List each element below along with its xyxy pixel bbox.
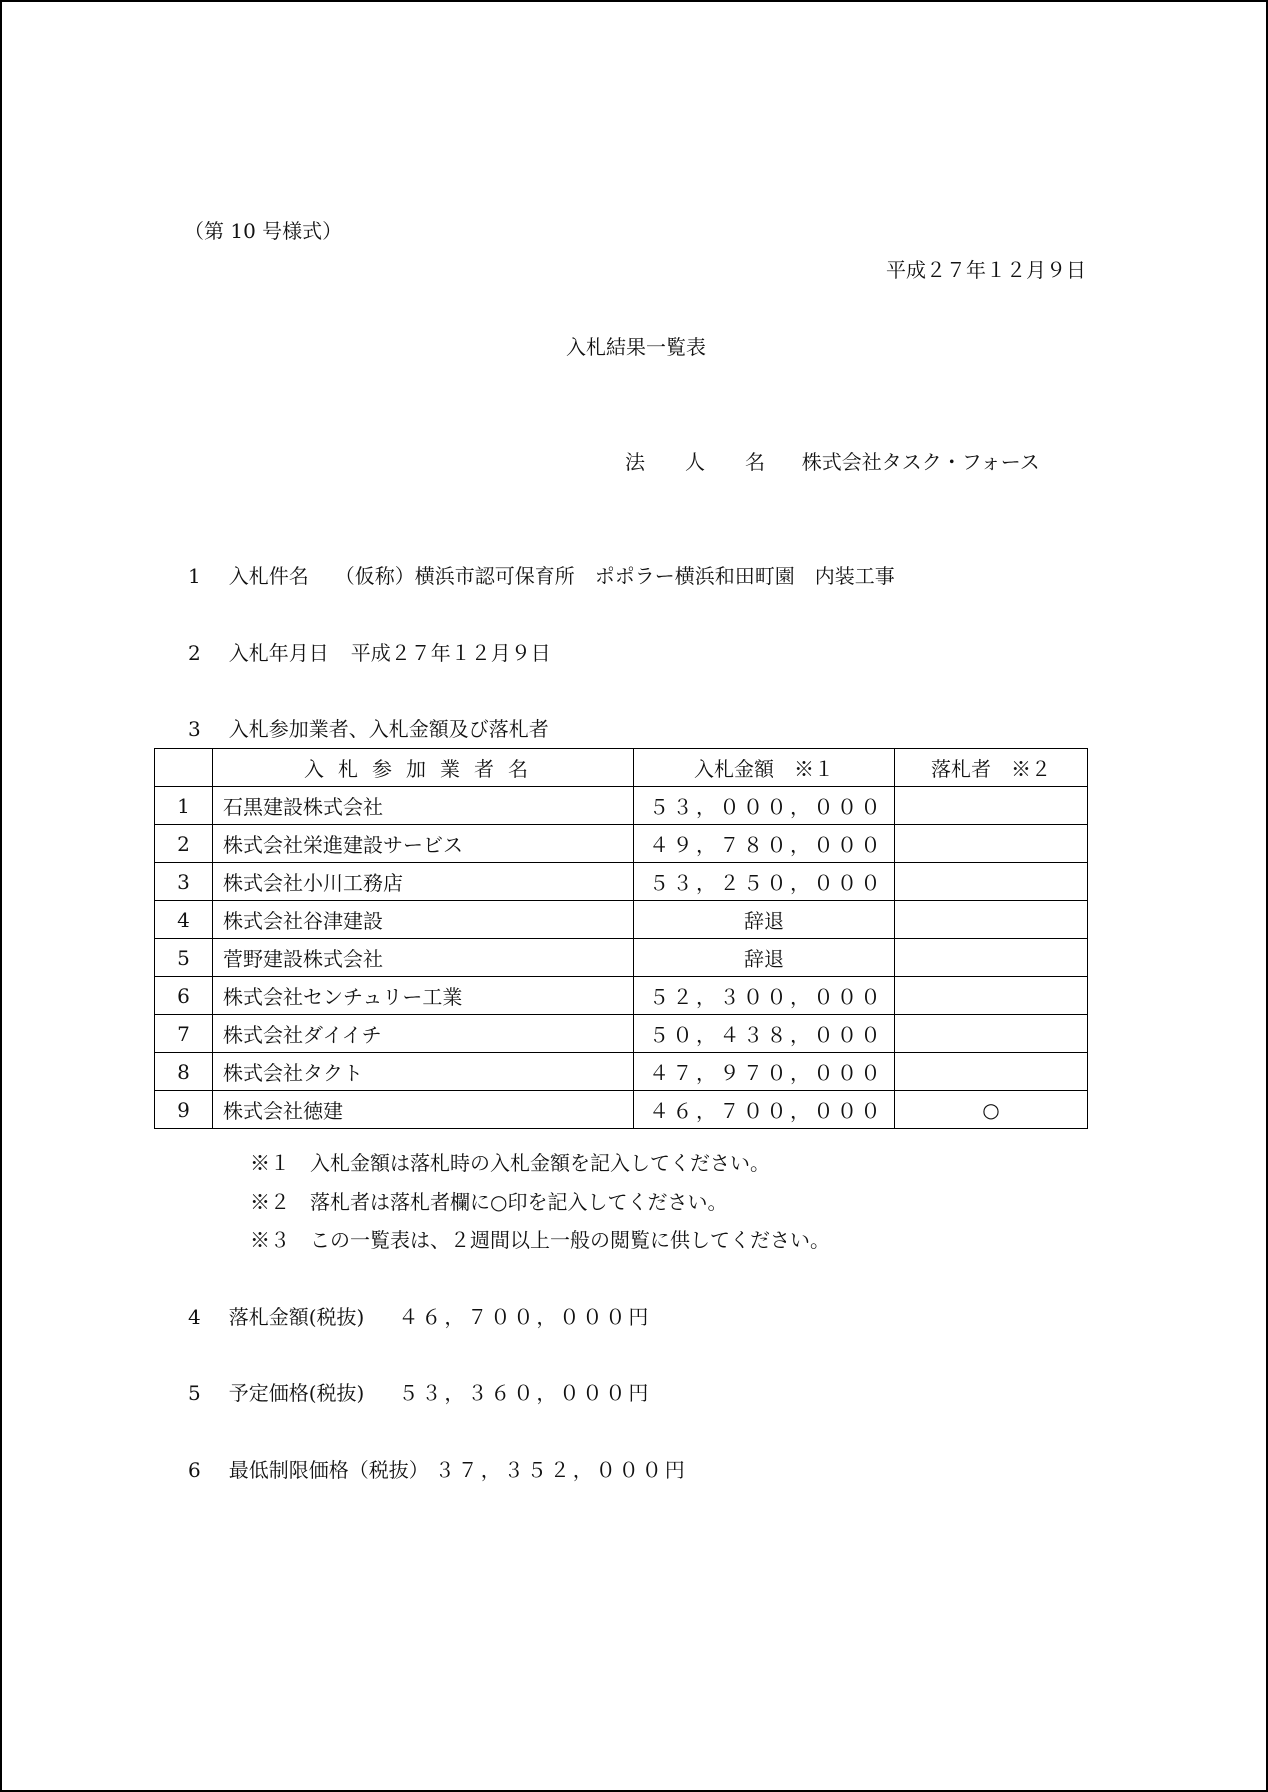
item-6: [188, 1458, 688, 1482]
row-number: 7: [155, 1015, 213, 1053]
bid-amount: ４７，９７０，０００: [634, 1053, 895, 1091]
bidder-name: 株式会社タクト: [213, 1053, 634, 1091]
item-5-number: 5: [188, 1381, 201, 1405]
item-1-number: 1: [188, 564, 201, 588]
table-row: [155, 1053, 1088, 1091]
bidder-name: 株式会社小川工務店: [213, 863, 634, 901]
bidder-name: 菅野建設株式会社: [213, 939, 634, 977]
header-bid-amount: 入札金額 ※１: [634, 749, 895, 787]
note-2: ※２ 落札者は落札者欄に○印を記入してください。: [250, 1190, 728, 1214]
bid-amount: ５０，４３８，０００: [634, 1015, 895, 1053]
item-2-label: 入札年月日: [228, 641, 329, 665]
table-row: [155, 787, 1088, 825]
item-6-label: 最低制限価格（税抜）: [228, 1458, 429, 1482]
item-4: [188, 1305, 651, 1329]
bidder-name: 株式会社徳建: [213, 1091, 634, 1129]
item-1-label: 入札件名: [228, 564, 309, 588]
winner-mark: ○: [895, 1091, 1088, 1129]
bid-amount: ４６，７００，０００: [634, 1091, 895, 1129]
table-row: [155, 1091, 1088, 1129]
bidder-name: 株式会社栄進建設サービス: [213, 825, 634, 863]
row-number: 8: [155, 1053, 213, 1091]
bid-amount: ５２，３００，０００: [634, 977, 895, 1015]
bid-amount: ４９，７８０，０００: [634, 825, 895, 863]
document-title: 入札結果一覧表: [566, 335, 706, 359]
winner-mark: [895, 1053, 1088, 1091]
header-winner: 落札者 ※２: [895, 749, 1088, 787]
form-number: （第 10 号様式）: [184, 219, 343, 243]
row-number: 9: [155, 1091, 213, 1129]
winner-mark: [895, 863, 1088, 901]
item-3-label: 入札参加業者、入札金額及び落札者: [228, 717, 549, 741]
item-5-value: ５３，３６０，０００円: [398, 1381, 652, 1405]
bidder-name: 株式会社ダイイチ: [213, 1015, 634, 1053]
table-row: [155, 977, 1088, 1015]
winner-mark: [895, 825, 1088, 863]
corporation-label: 法 人 名: [625, 450, 765, 474]
item-1-value: （仮称）横浜市認可保育所 ポポラー横浜和田町園 内装工事: [334, 564, 895, 588]
row-number: 1: [155, 787, 213, 825]
item-2-number: 2: [188, 641, 201, 665]
header-bidder-name: 入札参加業者名: [213, 749, 634, 787]
table-row: [155, 825, 1088, 863]
bid-amount: 辞退: [634, 901, 895, 939]
row-number: 5: [155, 939, 213, 977]
note-1: ※１ 入札金額は落札時の入札金額を記入してください。: [250, 1151, 770, 1175]
winner-mark: [895, 977, 1088, 1015]
item-1: [188, 564, 895, 588]
header-no: [155, 749, 213, 787]
row-number: 6: [155, 977, 213, 1015]
bidder-name: 株式会社センチュリー工業: [213, 977, 634, 1015]
item-6-number: 6: [188, 1458, 201, 1482]
corporation-line: [625, 450, 1040, 474]
winner-mark: [895, 787, 1088, 825]
bidder-name: 株式会社谷津建設: [213, 901, 634, 939]
bid-amount: 辞退: [634, 939, 895, 977]
bid-amount: ５３，０００，０００: [634, 787, 895, 825]
note-3: ※３ この一覧表は、２週間以上一般の閲覧に供してください。: [250, 1228, 830, 1252]
winner-mark: [895, 901, 1088, 939]
document-date: 平成２７年１２月９日: [886, 258, 1086, 282]
winner-mark: [895, 1015, 1088, 1053]
table-row: [155, 863, 1088, 901]
item-3: [188, 717, 549, 741]
item-5-label: 予定価格(税抜): [228, 1381, 365, 1405]
table-row: [155, 939, 1088, 977]
bid-amount: ５３，２５０，０００: [634, 863, 895, 901]
item-3-number: 3: [188, 717, 201, 741]
table-row: [155, 901, 1088, 939]
item-2: [188, 641, 551, 665]
item-5: [188, 1381, 651, 1405]
item-2-value: 平成２７年１２月９日: [350, 641, 551, 665]
item-4-label: 落札金額(税抜): [228, 1305, 365, 1329]
table-row: [155, 1015, 1088, 1053]
row-number: 4: [155, 901, 213, 939]
item-4-number: 4: [188, 1305, 201, 1329]
winner-mark: [895, 939, 1088, 977]
bidder-name: 石黒建設株式会社: [213, 787, 634, 825]
row-number: 3: [155, 863, 213, 901]
row-number: 2: [155, 825, 213, 863]
corporation-name: 株式会社タスク・フォース: [801, 450, 1040, 474]
bid-results-table: [154, 748, 1088, 1129]
table-header-row: [155, 749, 1088, 787]
item-6-value: ３７，３５２，０００円: [434, 1458, 688, 1482]
item-4-value: ４６，７００，０００円: [398, 1305, 652, 1329]
